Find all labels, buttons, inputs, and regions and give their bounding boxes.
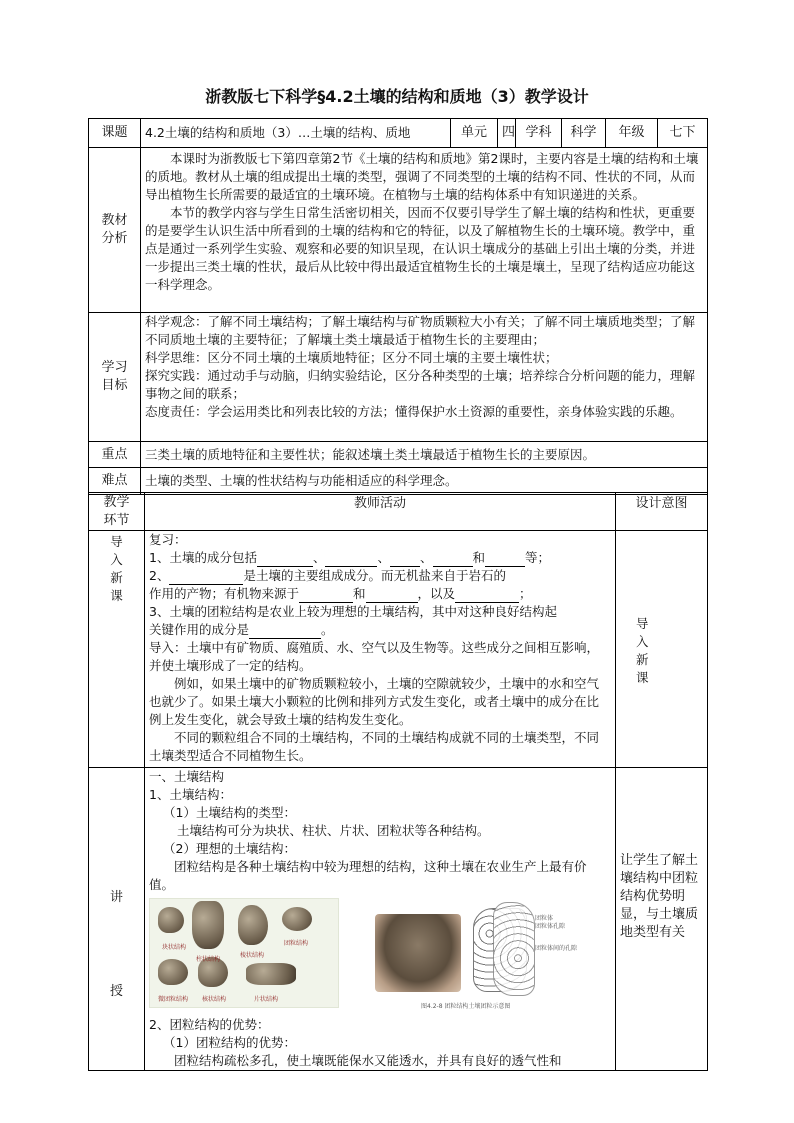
subsection-heading: 1、土壤结构：: [149, 787, 232, 802]
caption-micro-granular: 微团粒结构: [158, 996, 189, 1003]
analysis-paragraph-1: 本课时为浙教版七下第四章第2节《土壤的结构和质地》第2课时，主要内容是土壤的结构和土壤的质地。教材从土壤的组成提出土壤的类型，强调了不同类型的土壤的结构不同、性状的不同，从而导出植物生长所需要的最适宜的土壤环境。在植物与土壤的结构体系中有知识递进的关系。: [145, 151, 699, 202]
subject-value: 科学: [562, 119, 606, 148]
review-q3-continued: 关键作用的成分是 。: [149, 622, 334, 637]
advantages-text: 团粒结构疏松多孔，使土壤既能保水又能透水，并具有良好的透气性和: [174, 1053, 562, 1068]
page-title: 浙教版七下科学§4.2土壤的结构和质地（3）教学设计: [205, 87, 589, 106]
lead-conclusion: 不同的颗粒组合不同的土壤结构，不同的土壤结构成就不同的土壤类型，不同土壤类型适合不同植物生长。: [149, 730, 600, 763]
activity-header: 教师活动: [145, 493, 616, 531]
lead-in: 导入：土壤中有矿物质、腐殖质、水、空气以及生物等。这些成分之间相互影响，并使土壤形成了一定的结构。: [149, 640, 600, 673]
figures: [149, 898, 611, 1012]
goals-label: 学习 目标: [89, 313, 141, 442]
lecture-intent: 让学生了解土壤结构中团粒结构优势明显，与土壤质地类型有关: [616, 768, 708, 1071]
caption-platy: 片状结构: [254, 996, 279, 1003]
advantages-heading: 2、团粒结构的优势：: [149, 1017, 270, 1032]
grade-value: 七下: [658, 119, 708, 148]
topic-value: 4.2土壤的结构和质地（3）…土壤的结构、质地: [141, 119, 451, 148]
unit-value: 四: [498, 119, 516, 148]
review-title: 复习：: [149, 532, 187, 547]
goal-concept: 科学观念：了解不同土壤结构；了解土壤结构与矿物质颗粒大小有关；了解不同土壤质地类型；了解不同质地土壤的主要特征；了解壤土类土壤最适于植物生长的主要理由；: [145, 314, 696, 347]
structure-types-text: 土壤结构可分为块状、柱状、片状、团粒状等各种结构。: [177, 823, 490, 838]
analysis-paragraph-2: 本节的教学内容与学生日常生活密切相关，因而不仅要引导学生了解土壤的结构和性状，更重要的是要学生认识生活中所看到的土壤的结构和它的特征，以及了解植物生长的土壤环境。教学中，重点是通过一系列学生实验、观察和必要的知识呈现，在认识土壤成分的基础上引出土壤的分类，并进一步提出三类土壤的性状，最后从比较中得出最适宜植物生长的土壤是壤土，呈现了结构适应功能这一科学理念。: [145, 205, 696, 292]
intro-stage: 导 入 新 课: [89, 531, 145, 768]
review-q1: 1、土壤的成分包括 、 、 、 和 等；: [149, 550, 551, 565]
lead-example: 例如，如果土壤中的矿物质颗粒较小，土壤的空隙就较少，土壤中的水和空气也就少了。如果土壤大小颗粒的比例和排列方式发生变化，或者土壤中的成分在比例上发生变化，就会导致土壤的结构发生变化。: [149, 676, 600, 727]
section-heading: 一、土壤结构: [149, 769, 225, 784]
intro-activity: [145, 531, 616, 768]
goal-thinking: 科学思维：区分不同土壤的土壤质地特征；区分不同土壤的主要土壤性状；: [145, 350, 558, 365]
intent-header: 设计意图: [616, 493, 708, 531]
analysis-content: [141, 148, 708, 313]
difficulty-text: 土壤的类型、土壤的性状结构与功能相适应的科学理念。: [141, 468, 708, 495]
key-point-label: 重点: [89, 442, 141, 468]
figure-caption: 图4.2-8 团粒结构土壤团粒示意图: [421, 1003, 511, 1010]
key-point-text: 三类土壤的质地特征和主要性状；能叙述壤土类土壤最适于植物生长的主要原因。: [141, 442, 708, 468]
subject-label: 学科: [516, 119, 562, 148]
soil-in-hand-photo: [375, 914, 461, 992]
ideal-structure-heading: （2）理想的土壤结构：: [163, 841, 296, 856]
structure-types-heading: （1）土壤结构的类型：: [163, 805, 296, 820]
intro-intent: 导 入 新 课: [616, 531, 708, 768]
caption-columnar: 柱状结构: [196, 956, 221, 963]
caption-blocky: 块状结构: [162, 944, 187, 951]
topic-label: 课题: [89, 119, 141, 148]
diagram-label-inter-pores: 团粒体间的孔隙: [535, 945, 578, 952]
goal-attitude: 态度责任：学会运用类比和列表比较的方法；懂得保护水土资源的重要性，亲身体验实践的乐趣。: [145, 404, 683, 419]
info-table: [88, 118, 708, 495]
difficulty-label: 难点: [89, 468, 141, 495]
grade-label: 年级: [606, 119, 658, 148]
advantages-subheading: （1）团粒结构的优势：: [163, 1035, 296, 1050]
lecture-stage: 讲 授: [89, 768, 145, 1071]
review-q2: 2、 是土壤的主要组成成分。而无机盐来自于岩石的: [149, 568, 506, 583]
caption-granular: 团粒结构: [284, 940, 309, 947]
diagram-label-aggregate-pores: 团粒体孔隙: [535, 923, 566, 930]
process-table: [88, 492, 708, 1071]
caption-prismatic: 棱状结构: [240, 952, 265, 959]
soil-structure-types-image: [149, 898, 339, 1008]
caption-nutty: 核状结构: [202, 996, 227, 1003]
lecture-activity: [145, 768, 616, 1071]
ideal-structure-text: 团粒结构是各种土壤结构中较为理想的结构，这种土壤在农业生产上最有价值。: [149, 859, 587, 892]
goal-practice: 探究实践：通过动手与动脑，归纳实验结论，区分各种类型的土壤；培养综合分析问题的能力，理解事物之间的联系；: [145, 368, 696, 401]
diagram-label-aggregate: 团粒体: [535, 915, 554, 922]
stage-header: 教学 环节: [89, 493, 145, 531]
review-q3: 3、土壤的团粒结构是农业上较为理想的土壤结构，其中对这种良好结构起: [149, 604, 557, 619]
review-q2-continued: 作用的产物；有机物来源于 和 ，以及 ；: [149, 586, 532, 601]
aggregate-diagram-overlay: [493, 902, 535, 996]
goals-content: [141, 313, 708, 442]
unit-label: 单元: [451, 119, 498, 148]
analysis-label: 教材 分析: [89, 148, 141, 313]
